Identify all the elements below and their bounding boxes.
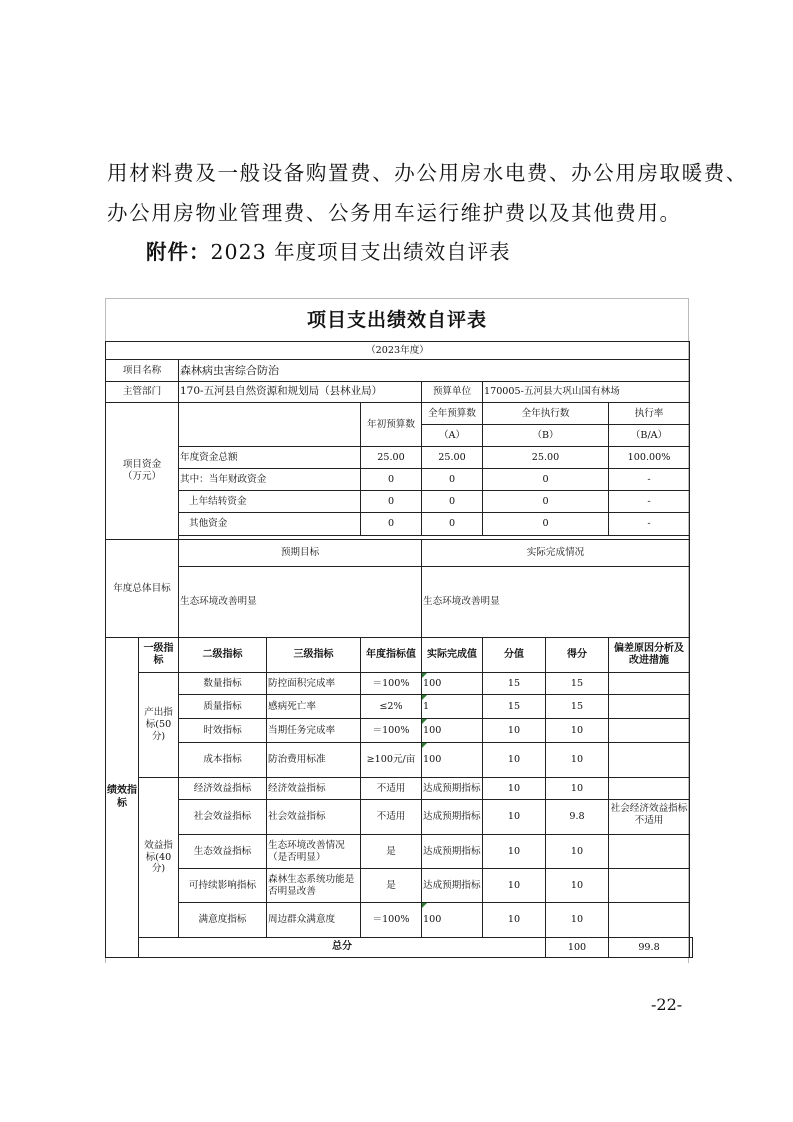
indicator-level2: 成本指标 — [179, 743, 267, 778]
output-indicators-label: 产出指标(50分) — [139, 673, 179, 778]
header-actual: 实际完成值 — [422, 638, 483, 673]
funds-row-initial: 0 — [361, 513, 422, 536]
indicator-reason — [609, 695, 690, 719]
funds-row-label: 其他资金 — [179, 513, 361, 536]
indicator-level2: 社会效益指标 — [179, 800, 267, 835]
indicator-level3: 生态环境改善情况（是否明显） — [267, 835, 361, 869]
funds-row-rate: 100.00% — [609, 447, 690, 469]
indicator-actual: 达成预期指标 — [422, 835, 483, 869]
funds-row-rate: - — [609, 469, 690, 491]
attachment-text: 2023 年度项目支出绩效自评表 — [210, 240, 511, 264]
indicator-reason: 社会经济效益指标不适用 — [609, 800, 690, 835]
funds-header-blank — [179, 403, 361, 447]
goal-actual-value: 生态环境改善明显 — [422, 567, 690, 638]
funds-row-b: 25.00 — [483, 447, 609, 469]
funds-row-b: 0 — [483, 491, 609, 513]
funds-row-rate: - — [609, 491, 690, 513]
funds-row-initial: 0 — [361, 491, 422, 513]
indicator-level2: 经济效益指标 — [179, 778, 267, 800]
indicator-weight: 10 — [483, 743, 546, 778]
annual-goal-label: 年度总体目标 — [106, 540, 179, 638]
indicator-reason — [609, 719, 690, 743]
indicator-level3: 周边群众满意度 — [267, 903, 361, 938]
header-score: 得分 — [546, 638, 609, 673]
attachment-line — [146, 235, 511, 265]
indicator-actual: 100 — [422, 743, 483, 778]
year-label: （2023年度） — [106, 342, 690, 360]
funds-row-label: 上年结转资金 — [179, 491, 361, 513]
indicator-level3: 经济效益指标 — [267, 778, 361, 800]
funds-header-b: （B） — [483, 425, 609, 447]
funds-row-rate: - — [609, 513, 690, 536]
indicator-target: 不适用 — [361, 778, 422, 800]
dept-value: 170-五河县自然资源和规划局（县林业局） — [179, 382, 422, 403]
header-level2: 二级指标 — [179, 638, 267, 673]
performance-indicators-label: 绩效指标 — [106, 638, 139, 958]
benefit-indicators-label: 效益指标(40分) — [139, 778, 179, 938]
funds-header-a: （A） — [422, 425, 483, 447]
funds-row-b: 0 — [483, 513, 609, 536]
project-name-value: 森林病虫害综合防治 — [179, 360, 690, 382]
indicator-score: 10 — [546, 903, 609, 938]
body-paragraph-line-1: 用材料费及一般设备购置费、办公用房水电费、办公用房取暖费、 — [107, 161, 748, 185]
indicator-level2: 时效指标 — [179, 719, 267, 743]
goal-actual-header: 实际完成情况 — [422, 540, 690, 567]
funds-header-ba: （B/A） — [609, 425, 690, 447]
indicator-score: 15 — [546, 695, 609, 719]
indicator-actual: 100 — [422, 673, 483, 695]
indicator-reason — [609, 673, 690, 695]
funds-row-label: 其中：当年财政资金 — [179, 469, 361, 491]
total-reason — [690, 938, 693, 958]
funds-row-a: 0 — [422, 491, 483, 513]
indicator-target: ＝100% — [361, 673, 422, 695]
indicator-level2: 生态效益指标 — [179, 835, 267, 869]
indicator-weight: 10 — [483, 903, 546, 938]
indicator-weight: 10 — [483, 778, 546, 800]
indicator-actual: 达成预期指标 — [422, 778, 483, 800]
indicator-score: 10 — [546, 835, 609, 869]
indicator-target: 是 — [361, 835, 422, 869]
indicator-weight: 10 — [483, 800, 546, 835]
indicator-target: 是 — [361, 869, 422, 903]
performance-table — [105, 341, 693, 958]
funds-row-a: 25.00 — [422, 447, 483, 469]
total-weight: 100 — [546, 938, 609, 958]
funds-row-label: 年度资金总额 — [179, 447, 361, 469]
dept-label: 主管部门 — [106, 382, 179, 403]
page-number: -22- — [651, 995, 683, 1014]
indicator-level3: 森林生态系统功能是否明显改善 — [267, 869, 361, 903]
header-level1: 一级指标 — [139, 638, 179, 673]
indicator-level3: 当期任务完成率 — [267, 719, 361, 743]
funds-header-executed: 全年执行数 — [483, 403, 609, 425]
indicator-actual: 100 — [422, 719, 483, 743]
project-name-label: 项目名称 — [106, 360, 179, 382]
funds-label: 项目资金（万元） — [106, 403, 179, 540]
funds-row-a: 0 — [422, 513, 483, 536]
goal-expected-value: 生态环境改善明显 — [179, 567, 422, 638]
funds-row-b: 0 — [483, 469, 609, 491]
indicator-level2: 可持续影响指标 — [179, 869, 267, 903]
header-level3: 三级指标 — [267, 638, 361, 673]
attachment-label: 附件： — [146, 240, 211, 264]
header-weight: 分值 — [483, 638, 546, 673]
indicator-reason — [609, 778, 690, 800]
indicator-weight: 10 — [483, 869, 546, 903]
indicator-reason — [609, 743, 690, 778]
funds-header-rate: 执行率 — [609, 403, 690, 425]
table-title: 项目支出绩效自评表 — [306, 309, 487, 331]
body-paragraph-line-2: 办公用房物业管理费、公务用车运行维护费以及其他费用。 — [107, 201, 682, 225]
indicator-level2: 质量指标 — [179, 695, 267, 719]
indicator-score: 10 — [546, 719, 609, 743]
indicator-target: 不适用 — [361, 800, 422, 835]
indicator-actual: 1 — [422, 695, 483, 719]
indicator-score: 15 — [546, 673, 609, 695]
total-score: 99.8 — [609, 938, 690, 958]
indicator-score: 10 — [546, 869, 609, 903]
header-target: 年度指标值 — [361, 638, 422, 673]
indicator-level2: 满意度指标 — [179, 903, 267, 938]
indicator-target: ≤2% — [361, 695, 422, 719]
indicator-actual: 达成预期指标 — [422, 800, 483, 835]
indicator-level3: 防治费用标准 — [267, 743, 361, 778]
funds-row-a: 0 — [422, 469, 483, 491]
indicator-reason — [609, 869, 690, 903]
indicator-actual: 达成预期指标 — [422, 869, 483, 903]
indicator-level2: 数量指标 — [179, 673, 267, 695]
budget-unit-value: 170005-五河县大巩山国有林场 — [483, 382, 690, 403]
indicator-score: 10 — [546, 778, 609, 800]
total-label: 总分 — [139, 938, 546, 958]
funds-row-initial: 0 — [361, 469, 422, 491]
indicator-target: ≥100元/亩 — [361, 743, 422, 778]
indicator-weight: 15 — [483, 673, 546, 695]
indicator-level3: 社会效益指标 — [267, 800, 361, 835]
funds-header-initial: 年初预算数 — [361, 403, 422, 447]
indicator-reason — [609, 835, 690, 869]
indicator-level3: 感病死亡率 — [267, 695, 361, 719]
indicator-weight: 10 — [483, 835, 546, 869]
indicator-target: ＝100% — [361, 903, 422, 938]
header-reason: 偏差原因分析及改进措施 — [609, 638, 690, 673]
indicator-score: 10 — [546, 743, 609, 778]
funds-header-full-year: 全年预算数 — [422, 403, 483, 425]
funds-row-initial: 25.00 — [361, 447, 422, 469]
indicator-actual: 100 — [422, 903, 483, 938]
goal-expected-header: 预期目标 — [179, 540, 422, 567]
indicator-weight: 15 — [483, 695, 546, 719]
indicator-level3: 防控面积完成率 — [267, 673, 361, 695]
indicator-score: 9.8 — [546, 800, 609, 835]
budget-unit-label: 预算单位 — [422, 382, 483, 403]
indicator-weight: 10 — [483, 719, 546, 743]
indicator-target: ＝100% — [361, 719, 422, 743]
indicator-reason — [609, 903, 690, 938]
